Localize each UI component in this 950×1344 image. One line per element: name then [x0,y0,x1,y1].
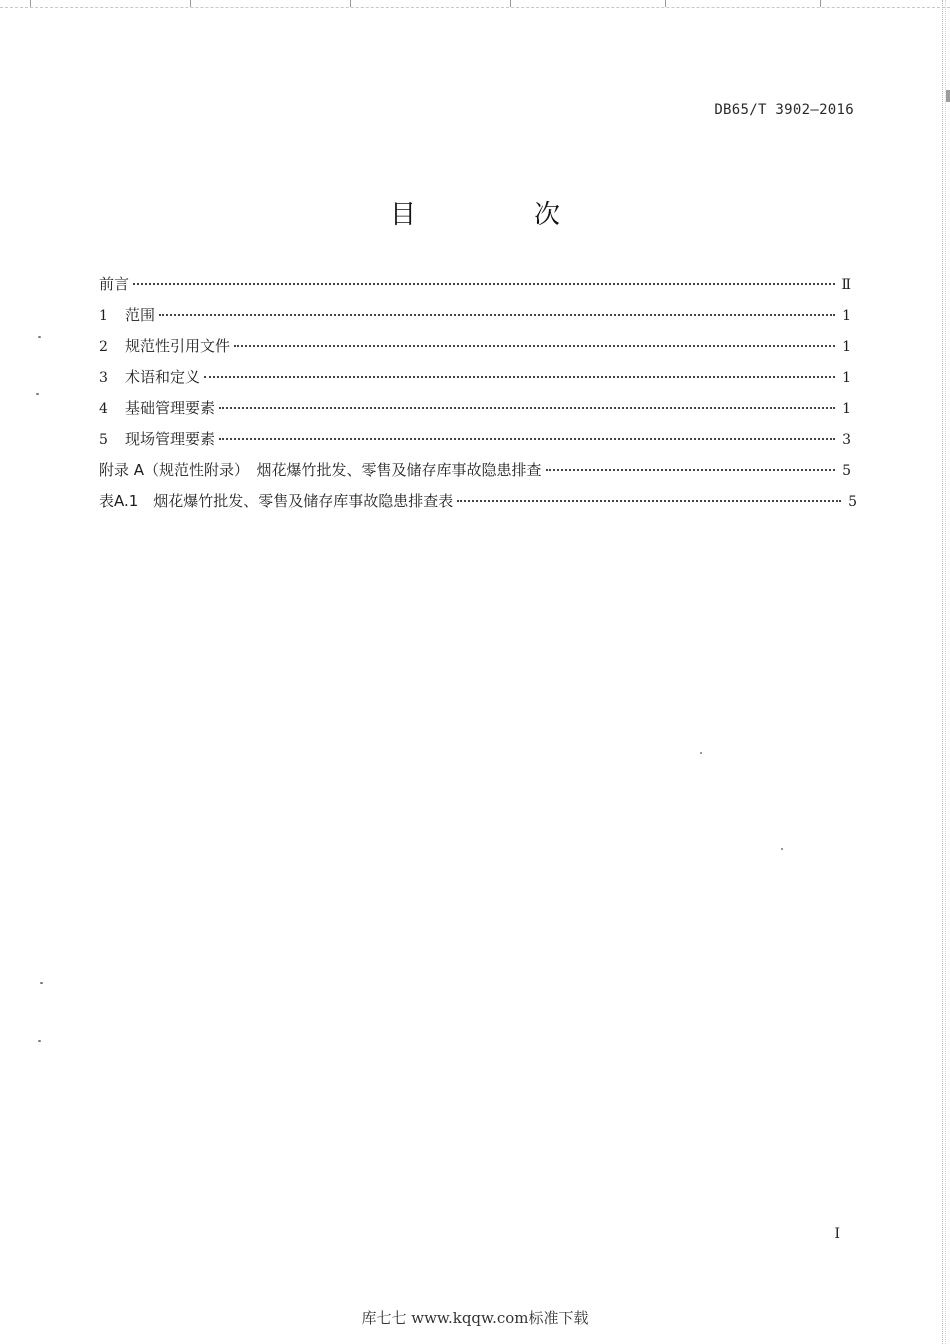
toc-entry-table-a1[interactable] [99,490,857,521]
scan-edge-mark [946,90,950,102]
toc-entry-text: 规范性引用文件 [125,337,231,355]
toc-entry-number: 1 [99,308,108,324]
toc-entry-basic-management[interactable] [99,397,851,428]
page-number: I [834,1226,840,1242]
toc-entry-number: 2 [99,339,108,355]
dot-leader [204,375,835,378]
toc-entry-page: 5 [848,494,857,510]
scan-speck [700,752,702,754]
toc-entry-appendix-a[interactable] [99,459,851,490]
scan-tick-mark [350,0,351,7]
toc-entry-text: 术语和定义 [125,368,201,386]
toc-entry-page: 1 [842,370,851,386]
page-title: 目 次 [389,200,606,230]
toc-entry-text: 表A.1 烟花爆竹批发、零售及储存库事故隐患排查表 [99,492,454,510]
scan-tick-mark [665,0,666,7]
toc-entry-page: 1 [842,339,851,355]
toc-entry-scope[interactable] [99,304,851,335]
toc-entry-text: 范围 [125,306,156,324]
toc-entry-foreword[interactable] [99,273,851,304]
dot-leader [159,313,835,316]
toc-entry-site-management[interactable] [99,428,851,459]
toc-entry-number: 4 [99,401,108,417]
scan-top-edge [0,0,950,8]
scan-speck [781,848,783,850]
dot-leader [457,499,841,502]
toc-entry-text: 现场管理要素 [125,430,216,448]
scan-speck [38,1040,41,1042]
toc-entry-text: 附录 A（规范性附录） 烟花爆竹批发、零售及储存库事故隐患排查 [99,461,542,479]
toc-entry-number: 5 [99,432,108,448]
toc-entry-page: 1 [842,401,851,417]
scan-tick-mark [30,0,31,7]
scan-tick-mark [510,0,511,7]
table-of-contents [99,273,857,521]
scan-speck [38,336,41,338]
download-watermark: 库七七 www.kqqw.com标准下载 [361,1309,589,1327]
toc-entry-normative-references[interactable] [99,335,851,366]
scan-speck [36,393,39,395]
toc-entry-text: 前言 [99,275,130,293]
dot-leader [546,468,835,471]
toc-entry-terms-definitions[interactable] [99,366,851,397]
toc-entry-page: 1 [842,308,851,324]
dot-leader [219,406,835,409]
toc-entry-number: 3 [99,370,108,386]
scan-tick-mark [190,0,191,7]
dot-leader [234,344,835,347]
toc-entry-page: Ⅱ [841,277,851,293]
toc-entry-text: 基础管理要素 [125,399,216,417]
scan-tick-mark [820,0,821,7]
scan-speck [40,982,43,984]
dot-leader [133,282,835,285]
standard-code: DB65/T 3902—2016 [714,102,854,118]
dot-leader [219,437,835,440]
toc-entry-page: 5 [842,463,851,479]
toc-entry-page: 3 [842,432,851,448]
